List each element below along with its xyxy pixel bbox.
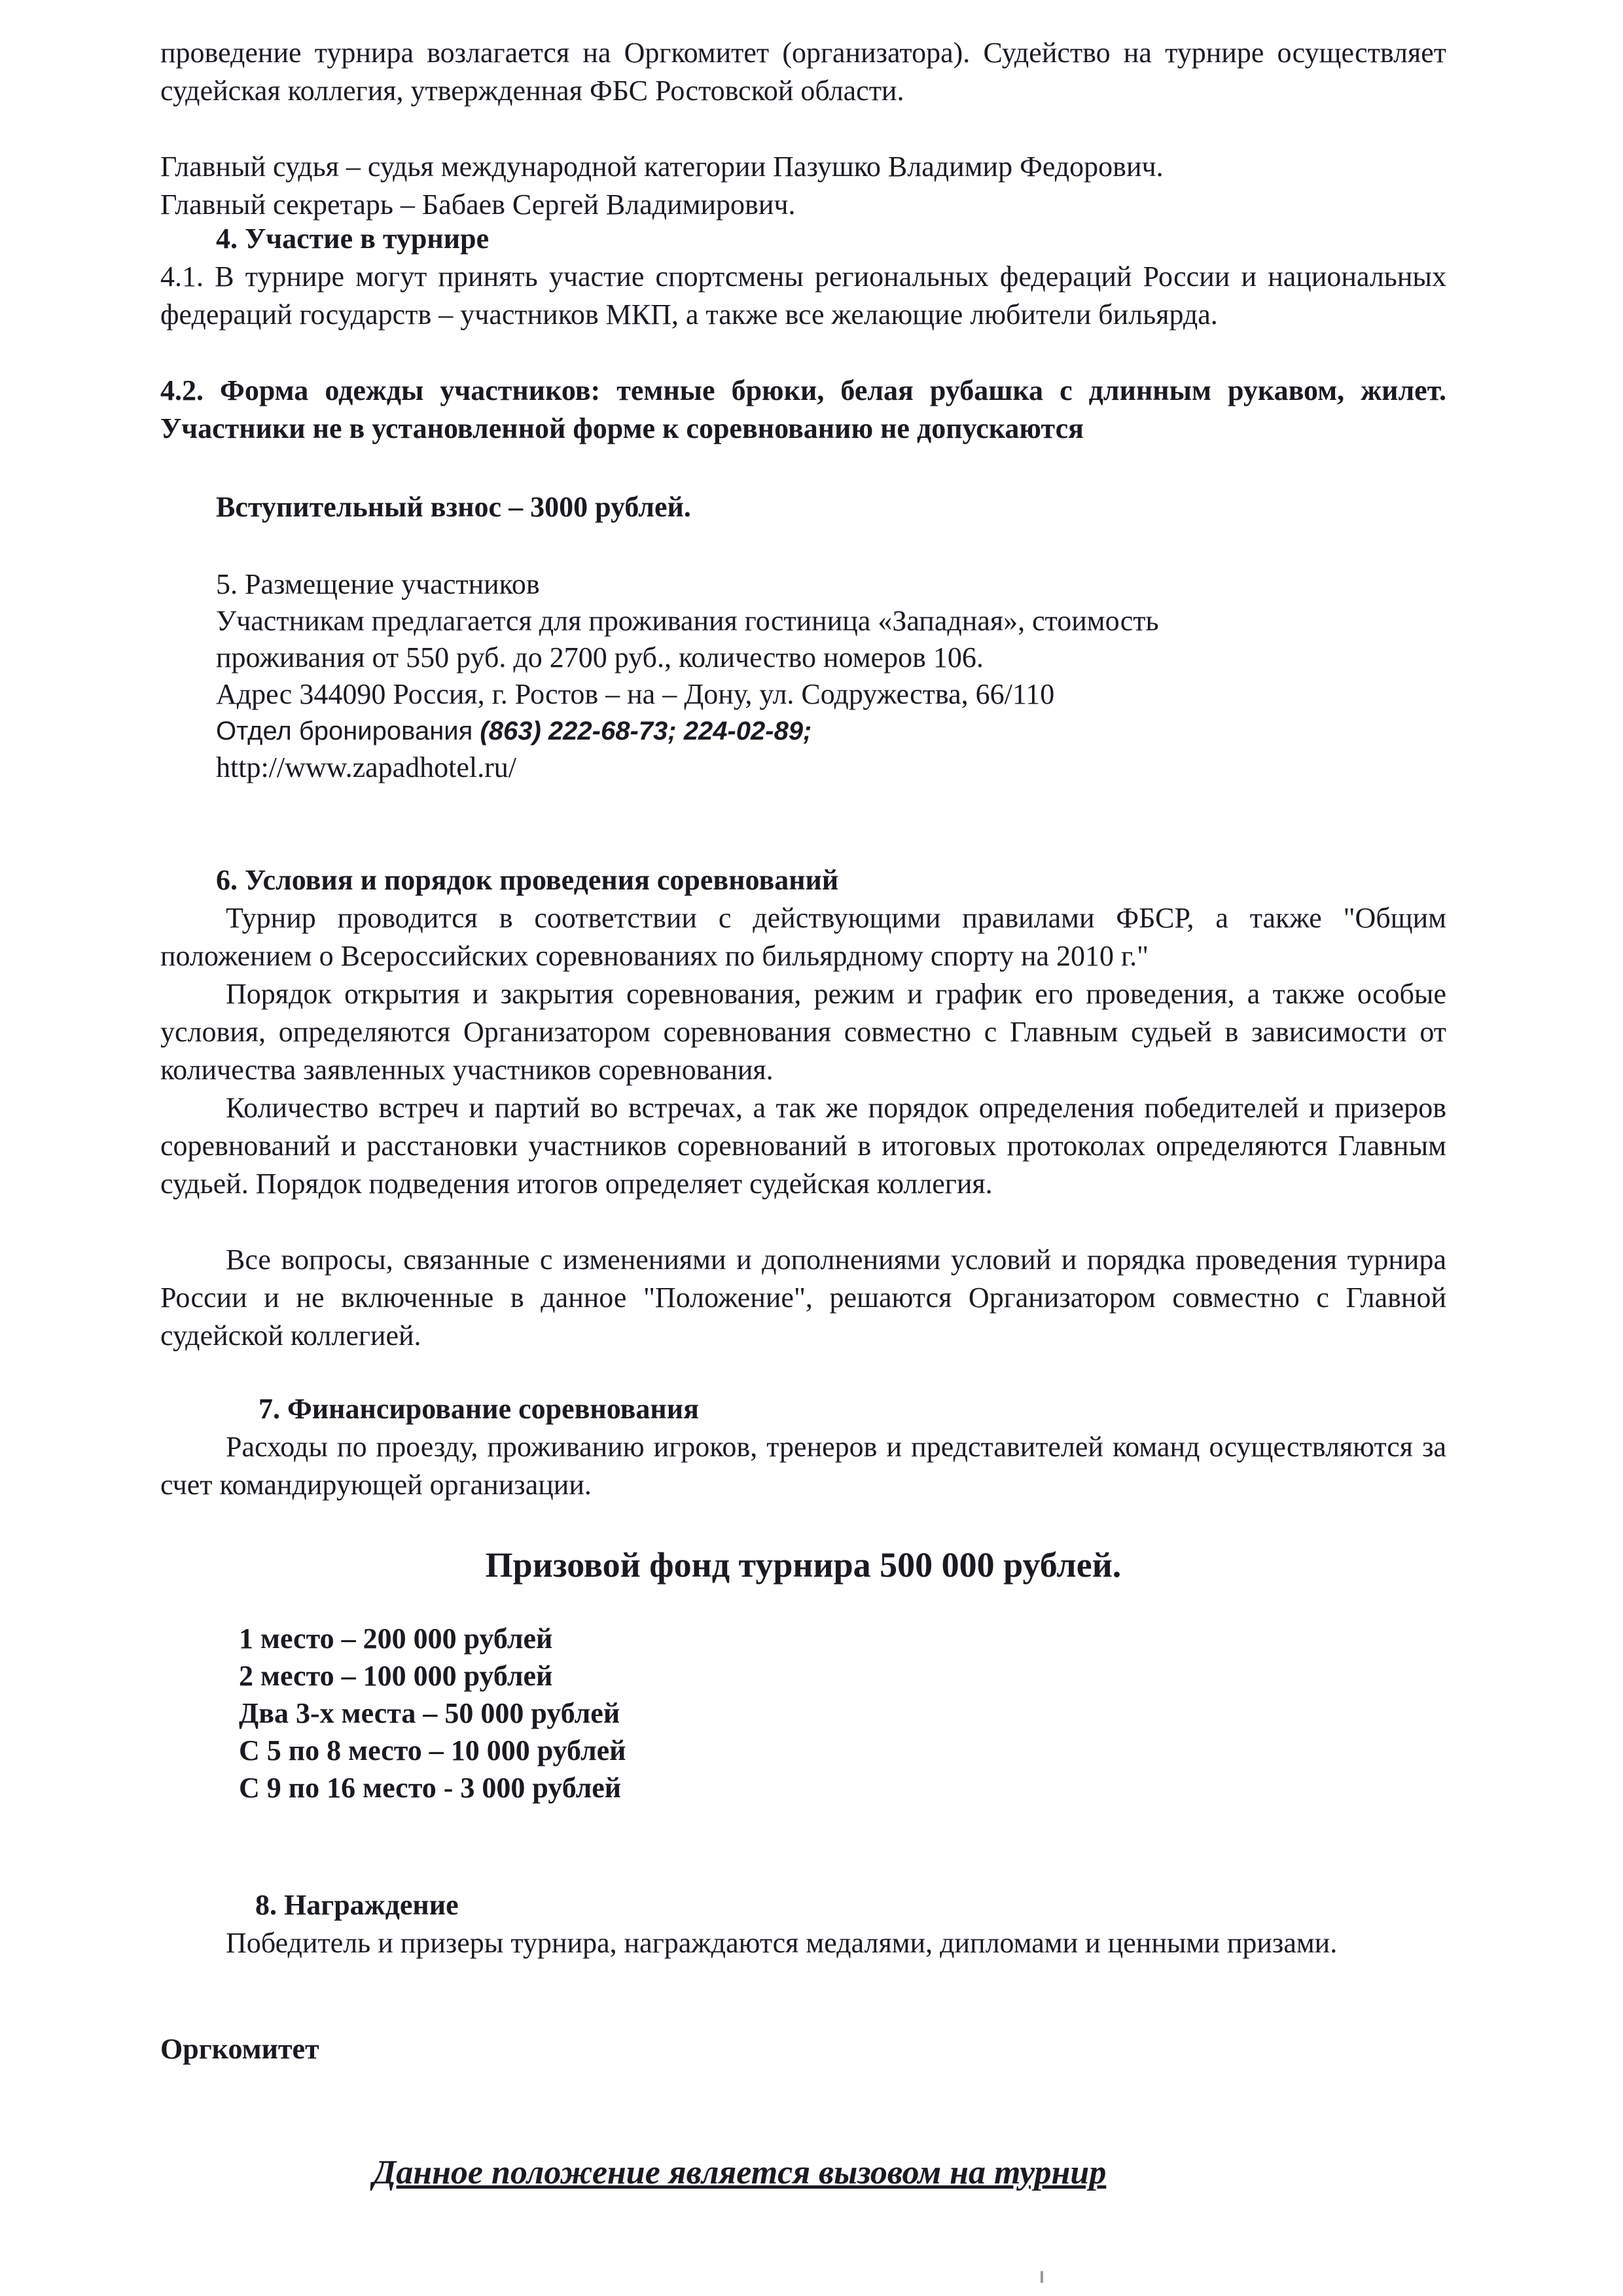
prize-item: С 5 по 8 место – 10 000 рублей [239,1734,626,1767]
prize-list [239,1620,626,1806]
hotel-line-2: проживания от 550 руб. до 2700 руб., количество номеров 106. [216,641,984,673]
prize-item: 2 место – 100 000 рублей [239,1660,553,1692]
prize-item: Два 3-х места – 50 000 рублей [239,1697,620,1729]
section-6-p2: Порядок открытия и закрытия соревнования, режим и график его проведения, а также особые условия, определяются Организатором соревнования совместно с Главным судьей в зависимости от количества заявленных участников соревнования. [160,978,1446,1086]
hotel-address: Адрес 344090 Россия, г. Ростов – на – Дону, ул. Содружества, 66/110 [216,678,1055,710]
section-5-heading: 5. Размещение участников [216,568,540,600]
intro-paragraph: проведение турнира возлагается на Оргкомитет (организатора). Судейство на турнире осуществляет судейская коллегия, утвержденная ФБС Ростовской области. [160,37,1446,107]
section-4-1: 4.1. В турнире могут принять участие спортсмены региональных федераций России и национальных федераций государств – участников МКП, а также все желающие любители бильярда. [160,260,1446,331]
booking-line [216,712,1502,750]
prize-item: С 9 по 16 место - 3 000 рублей [239,1772,622,1804]
scan-speck [1041,2271,1043,2283]
section-8-heading: 8. Награждение [255,1889,459,1921]
section-4-heading: 4. Участие в турнире [216,223,490,255]
signature: Оргкомитет [160,2033,319,2065]
prize-fund-title: Призовой фонд турнира 500 000 рублей. [485,1545,1122,1585]
hotel-line-1: Участникам предлагается для проживания гостиница «Западная», стоимость [216,605,1159,637]
entry-fee: Вступительный взнос – 3000 рублей. [216,491,691,523]
booking-phones: (863) 222-68-73; 224-02-89; [480,717,812,745]
section-6-p3: Количество встреч и партий во встречах, а так же порядок определения победителей и призеров соревнований и расстановки участников соревнований в итоговых протоколах определяются Главным судьей. Порядок подведения итогов определяет судейская коллегия. [160,1092,1446,1200]
prize-item: 1 место – 200 000 рублей [239,1623,553,1655]
section-7-p1: Расходы по проезду, проживанию игроков, тренеров и представителей команд осуществляются за счет командирующей организации. [160,1431,1446,1501]
chief-secretary: Главный секретарь – Бабаев Сергей Владимирович. [160,188,796,221]
section-8-p1: Победитель и призеры турнира, награждаются медалями, дипломами и ценными призами. [226,1927,1338,1959]
section-6-heading: 6. Условия и порядок проведения соревнований [216,864,839,896]
section-4-2: 4.2. Форма одежды участников: темные брюки, белая рубашка с длинным рукавом, жилет. Участники не в установленной форме к соревнованию не допускаются [160,374,1446,444]
section-6-p1: Турнир проводится в соответствии с действующими правилами ФБСР, а также "Общим положением о Всероссийских соревнованиях по бильярдному спорту на 2010 г." [160,902,1446,972]
booking-label: Отдел бронирования [216,717,480,745]
footer-note: Данное положение является вызовом на турнир [372,2154,1107,2191]
section-7-heading: 7. Финансирование соревнования [259,1393,699,1425]
chief-judge: Главный судья – судья международной категории Пазушко Владимир Федорович. [160,151,1164,183]
hotel-url[interactable]: http://www.zapadhotel.ru/ [216,751,517,783]
section-6-p4: Все вопросы, связанные с изменениями и дополнениями условий и порядка проведения турнира России и не включенные в данное "Положение", решаются Организатором совместно с Главной судейской коллегией. [160,1244,1446,1352]
